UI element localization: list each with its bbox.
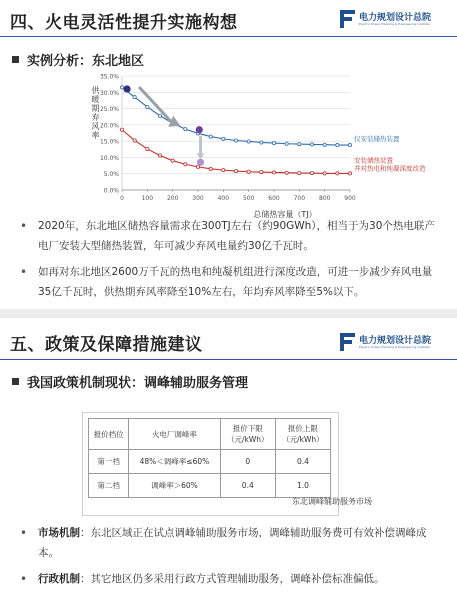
x-tick-label: 900	[344, 195, 356, 202]
header-divider	[0, 36, 457, 37]
x-tick-label: 400	[217, 195, 230, 202]
slide-1-bullet-2: • 如再对东北地区2600万千瓦的热电和纯凝机组进行深度改造，可进一步减少弃风电量35亿千瓦时，供热期弃风率降至10%左右，年均弃风率降至5%以下。	[20, 262, 445, 302]
series-line	[122, 87, 350, 145]
data-point	[120, 86, 123, 89]
slide-1-title: 四、火电灵活性提升实施构想	[10, 13, 238, 33]
y-tick-label: 30.0%	[99, 89, 119, 97]
logo-mark-icon	[340, 10, 355, 28]
table-row	[89, 450, 331, 474]
data-point	[310, 143, 313, 146]
subtitle-text: 我国政策机制现状：调峰辅助服务管理	[27, 376, 249, 391]
data-point	[336, 143, 339, 146]
table-cell: 第一档	[89, 450, 129, 474]
data-point	[158, 114, 161, 117]
x-tick-label: 200	[166, 195, 179, 202]
data-point	[348, 143, 351, 146]
legend-entry: 并对热电和纯凝深度改造	[354, 164, 426, 173]
curtailment-chart	[80, 70, 440, 220]
data-point	[120, 128, 123, 131]
highlight-marker	[123, 85, 130, 92]
slide-1-subtitle	[12, 50, 144, 69]
y-tick-label: 35.0%	[99, 73, 119, 81]
arrow-down-icon	[197, 153, 205, 159]
logo-name: 电力规划设计总院	[359, 13, 432, 23]
table-header-cell: 报价下限 （元/kWh）	[220, 419, 275, 450]
logo-name: 电力规划设计总院	[359, 336, 432, 346]
table-header-cell: 报价档位	[89, 419, 129, 450]
subtitle-text: 实例分析：东北地区	[27, 54, 145, 69]
data-point	[310, 171, 313, 174]
bullet-text: ：其它地区仍多采用行政方式管理辅助服务，调峰补偿标准偏低。	[80, 573, 385, 585]
institute-logo	[340, 9, 452, 31]
logo-mark-icon	[340, 333, 355, 351]
bullet-dot-icon: •	[20, 219, 28, 233]
data-point	[272, 141, 275, 144]
x-tick-label: 700	[293, 195, 306, 202]
logo-english-name: Electric Power Planning & Engineering Institute	[359, 22, 430, 26]
x-tick-label: 800	[318, 195, 331, 202]
data-point	[234, 170, 237, 173]
table-cell: 0	[220, 450, 275, 474]
slide-2-bullet-2	[20, 569, 445, 589]
data-point	[272, 171, 275, 174]
table-cell: 0.4	[220, 474, 275, 498]
logo-english-name: Electric Power Planning & Engineering Institute	[359, 345, 430, 349]
data-point	[184, 163, 187, 166]
table-cell: 0.4	[275, 450, 330, 474]
peak-regulation-price-table	[88, 418, 331, 498]
y-tick-label: 20.0%	[99, 122, 119, 130]
series-line	[122, 130, 350, 174]
y-tick-label: 10.0%	[99, 154, 119, 162]
x-tick-label: 100	[141, 195, 154, 202]
slide-2-bullet-1	[20, 523, 445, 563]
data-point	[146, 147, 149, 150]
table-header-cell: 报价上限 （元/kWh）	[275, 419, 330, 450]
bullet-dot-icon: •	[20, 265, 28, 279]
square-bullet-icon	[12, 56, 19, 63]
data-point	[171, 159, 174, 162]
data-point	[133, 96, 136, 99]
data-point	[323, 172, 326, 175]
data-point	[336, 172, 339, 175]
slide-2-title: 五、政策及保障措施建议	[10, 335, 203, 355]
bullet-dot-icon: •	[20, 572, 28, 586]
y-tick-label: 15.0%	[99, 138, 119, 146]
data-point	[298, 142, 301, 145]
bullet-label: 行政机制	[38, 573, 80, 585]
data-point	[247, 170, 250, 173]
y-tick-label: 25.0%	[99, 106, 119, 114]
legend-entry: 安装储热装置	[354, 156, 393, 165]
chart-axes	[100, 74, 356, 203]
legend-entry: 仅安装储热装置	[354, 135, 400, 144]
table-cell: 调峰率＞60%	[129, 474, 221, 498]
bullet-dot-icon: •	[20, 526, 28, 540]
data-point	[260, 141, 263, 144]
data-point	[348, 172, 351, 175]
highlight-marker	[197, 159, 204, 166]
table-row	[89, 474, 331, 498]
slide-1-bullet-1: • 2020年，东北地区储热容量需求在300TJ左右（约90GWh），相当于为30个热电联产电厂安装大型储热装置，年可减少弃风电量约30亿千瓦时。	[20, 216, 445, 256]
table-header-row	[89, 419, 331, 450]
y-tick-label: 0.0%	[103, 187, 119, 195]
data-point	[260, 170, 263, 173]
data-point	[196, 165, 199, 168]
data-point	[234, 139, 237, 142]
x-tick-label: 600	[268, 195, 280, 202]
data-point	[158, 154, 161, 157]
square-bullet-icon	[12, 378, 19, 385]
data-point	[222, 137, 225, 140]
data-point	[222, 169, 225, 172]
data-point	[209, 135, 212, 138]
table-header-cell: 火电厂调峰率	[129, 419, 221, 450]
table-caption: 东北调峰辅助服务市场	[292, 497, 372, 506]
chart-series	[120, 86, 351, 175]
x-axis-label: 总储热容量（TJ）	[253, 210, 317, 219]
y-tick-label: 5.0%	[103, 171, 119, 179]
table-cell: 第二档	[89, 474, 129, 498]
x-tick-label: 300	[192, 195, 204, 202]
slide-2-subtitle	[12, 372, 248, 391]
x-tick-label: 0	[120, 195, 124, 202]
bullet-label: 市场机制	[38, 527, 80, 539]
data-point	[298, 171, 301, 174]
data-point	[209, 167, 212, 170]
data-point	[133, 139, 136, 142]
header-divider	[0, 359, 457, 360]
x-tick-label: 500	[242, 195, 255, 202]
slide-2	[0, 318, 457, 611]
data-point	[323, 143, 326, 146]
bullet-text: ：东北区域正在试点调峰辅助服务市场，调峰辅助服务费可有效补偿调峰成本。	[38, 527, 427, 559]
y-axis-label: 供暖期弃风率	[91, 86, 100, 140]
highlight-marker	[196, 126, 203, 133]
data-point	[247, 140, 250, 143]
data-point	[285, 171, 288, 174]
slide-separator	[0, 309, 457, 318]
data-point	[146, 105, 149, 108]
data-point	[184, 127, 187, 130]
institute-logo	[340, 332, 452, 354]
data-point	[285, 142, 288, 145]
chart-legend	[354, 134, 426, 172]
table-cell: 48%＜调峰率≤60%	[129, 450, 221, 474]
table-cell: 1.0	[275, 474, 330, 498]
